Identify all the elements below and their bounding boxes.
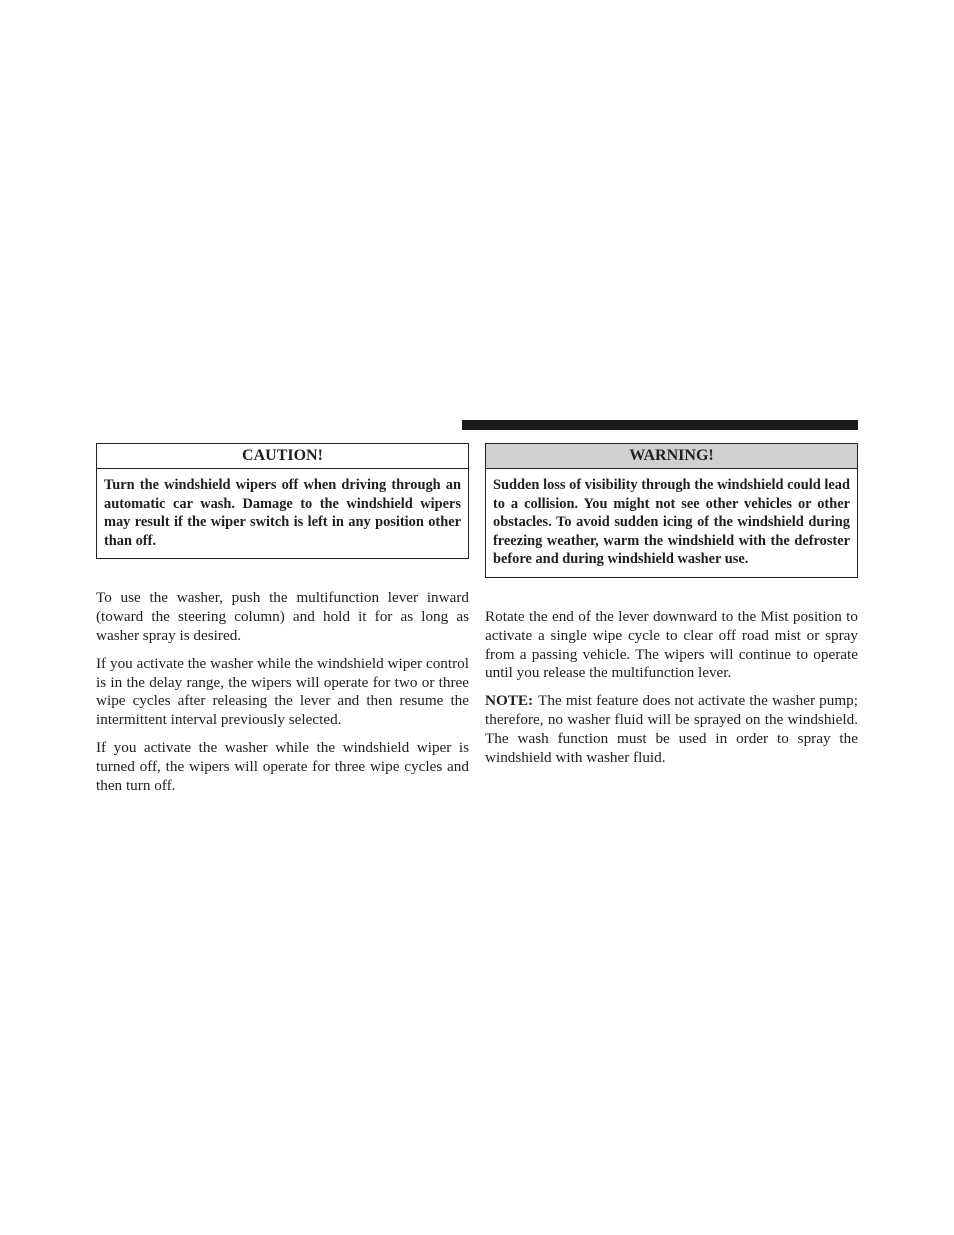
warning-text: Sudden loss of visibility through the windshield could lead to a collision. You might not see other vehicles or other obstacles. To avoid sudden icing of the windshield during freezing weather, warm the windshield with the defroster before and during windshield washer use. [493, 477, 850, 568]
caution-title: CAUTION! [97, 444, 468, 469]
right-column [485, 443, 858, 776]
left-column [96, 443, 469, 804]
caution-box [96, 443, 469, 559]
washer-paragraph-2: If you activate the washer while the windshield wiper control is in the delay range, the wipers will operate for two or three wipe cycles after releasing the lever and then resume the intermittent interval previously selected. [96, 654, 469, 729]
washer-paragraph-1: To use the washer, push the multifunction lever inward (toward the steering column) and hold it for as long as washer spray is desired. [96, 589, 469, 644]
note-text: The mist feature does not activate the washer pump; therefore, no washer fluid will be sprayed on the windshield. The wash function must be used in order to spray the windshield with washer fluid. [485, 692, 858, 766]
mist-paragraph: Rotate the end of the lever downward to the Mist position to activate a single wipe cycle to clear off road mist or spray from a passing vehicle. The wipers will continue to operate until you release the multifunction lever. [485, 607, 858, 682]
note-label: NOTE: [485, 692, 534, 710]
caution-text: Turn the windshield wipers off when driving through an automatic car wash. Damage to the windshield wipers may result if the wiper switch is left in any position other than off. [104, 477, 461, 549]
washer-paragraph-3: If you activate the washer while the windshield wiper is turned off, the wipers will operate for three wipe cycles and then turn off. [96, 738, 469, 794]
warning-box [485, 443, 858, 578]
section-header-bar [462, 420, 858, 430]
note-paragraph [485, 692, 858, 767]
warning-title: WARNING! [486, 444, 857, 469]
